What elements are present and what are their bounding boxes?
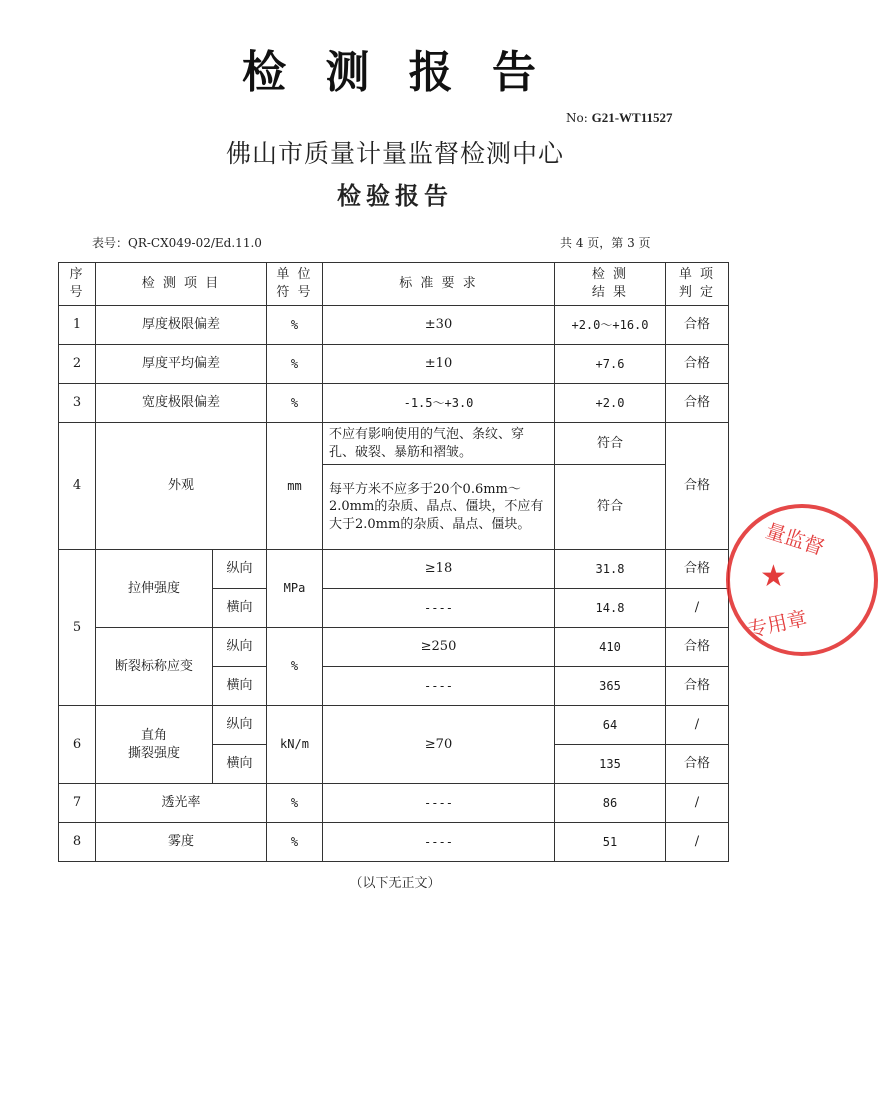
- cell-verdict: 合格: [666, 384, 729, 423]
- test-results-table: [58, 262, 729, 862]
- cell-standard: ----: [323, 784, 555, 823]
- cell-result: +2.0: [555, 384, 666, 423]
- cell-seq: 3: [59, 384, 96, 423]
- cell-unit: %: [267, 384, 323, 423]
- cell-verdict: 合格: [666, 667, 729, 706]
- cell-item: 直角 撕裂强度: [96, 706, 213, 784]
- cell-verdict: /: [666, 589, 729, 628]
- cell-seq: 5: [59, 550, 96, 706]
- table-row: [59, 384, 729, 423]
- cell-verdict: 合格: [666, 306, 729, 345]
- cell-result: 31.8: [555, 550, 666, 589]
- cell-standard: ----: [323, 823, 555, 862]
- cell-result: 51: [555, 823, 666, 862]
- end-of-text-note: （以下无正文）: [349, 876, 441, 891]
- header-seq: 序 号: [59, 263, 96, 306]
- cell-standard: ≥18: [323, 550, 555, 589]
- cell-result: 符合: [555, 423, 666, 465]
- cell-standard: 每平方米不应多于20个0.6mm～2.0mm的杂质、晶点、僵块，不应有大于2.0mm的杂质、晶点、僵块。: [323, 465, 555, 550]
- header-unit: 单 位 符 号: [267, 263, 323, 306]
- cell-seq: 2: [59, 345, 96, 384]
- report-number-label: No:: [566, 111, 588, 125]
- cell-result: +7.6: [555, 345, 666, 384]
- cell-verdict: 合格: [666, 745, 729, 784]
- cell-verdict: /: [666, 706, 729, 745]
- header-result: 检 测 结 果: [555, 263, 666, 306]
- cell-unit: MPa: [267, 550, 323, 628]
- cell-direction: 横向: [213, 667, 267, 706]
- cell-item: 拉伸强度: [96, 550, 213, 628]
- table-row: [59, 784, 729, 823]
- cell-result: 86: [555, 784, 666, 823]
- cell-unit: %: [267, 628, 323, 706]
- cell-item: 断裂标称应变: [96, 628, 213, 706]
- table-row: [59, 423, 729, 465]
- cell-verdict: 合格: [666, 345, 729, 384]
- cell-unit: %: [267, 345, 323, 384]
- cell-standard: ≥70: [323, 706, 555, 784]
- cell-item: 厚度平均偏差: [96, 345, 267, 384]
- cell-unit: %: [267, 306, 323, 345]
- cell-direction: 纵向: [213, 550, 267, 589]
- cell-item: 厚度极限偏差: [96, 306, 267, 345]
- seal-star-icon: ★: [760, 559, 787, 594]
- cell-result: +2.0～+16.0: [555, 306, 666, 345]
- cell-standard: ±30: [323, 306, 555, 345]
- cell-standard: ±10: [323, 345, 555, 384]
- cell-standard: -1.5～+3.0: [323, 384, 555, 423]
- table-row: [59, 706, 729, 745]
- page-info: 共 4 页，第 3 页: [560, 236, 651, 250]
- seal-bottom-text: 专用章: [745, 605, 810, 642]
- cell-unit: %: [267, 784, 323, 823]
- organization-name: 佛山市质量计量监督检测中心: [225, 139, 564, 168]
- cell-verdict: 合格: [666, 423, 729, 550]
- table-header-row: [59, 263, 729, 306]
- cell-direction: 纵向: [213, 628, 267, 667]
- table-row: [59, 628, 729, 667]
- cell-standard: ----: [323, 589, 555, 628]
- cell-seq: 4: [59, 423, 96, 550]
- document-banner-title: 检 测 报 告: [242, 47, 548, 98]
- cell-standard: ----: [323, 667, 555, 706]
- report-number: [566, 110, 673, 126]
- cell-unit: kN/m: [267, 706, 323, 784]
- table-row: [59, 550, 729, 589]
- cell-direction: 横向: [213, 745, 267, 784]
- header-standard: 标 准 要 求: [323, 263, 555, 306]
- cell-standard: ≥250: [323, 628, 555, 667]
- cell-unit: mm: [267, 423, 323, 550]
- report-subtitle: 检验报告: [337, 182, 453, 210]
- cell-seq: 7: [59, 784, 96, 823]
- cell-seq: 8: [59, 823, 96, 862]
- cell-result: 135: [555, 745, 666, 784]
- cell-result: 365: [555, 667, 666, 706]
- cell-result: 410: [555, 628, 666, 667]
- header-verdict: 单 项 判 定: [666, 263, 729, 306]
- seal-top-text: 量监督: [762, 518, 828, 560]
- cell-standard: 不应有影响使用的气泡、条纹、穿孔、破裂、暴筋和褶皱。: [323, 423, 555, 465]
- form-number: 表号：QR-CX049-02/Ed.11.0: [92, 236, 262, 250]
- cell-result: 14.8: [555, 589, 666, 628]
- cell-verdict: 合格: [666, 628, 729, 667]
- cell-item: 宽度极限偏差: [96, 384, 267, 423]
- cell-direction: 纵向: [213, 706, 267, 745]
- cell-result: 符合: [555, 465, 666, 550]
- cell-item: 外观: [96, 423, 267, 550]
- table-row: [59, 306, 729, 345]
- cell-seq: 6: [59, 706, 96, 784]
- cell-item: 雾度: [96, 823, 267, 862]
- cell-unit: %: [267, 823, 323, 862]
- cell-verdict: 合格: [666, 550, 729, 589]
- report-number-value: G21-WT11527: [591, 110, 673, 125]
- table-row: [59, 823, 729, 862]
- official-seal-stamp: [722, 500, 882, 660]
- cell-result: 64: [555, 706, 666, 745]
- table-row: [59, 345, 729, 384]
- cell-seq: 1: [59, 306, 96, 345]
- header-item: 检 测 项 目: [96, 263, 267, 306]
- cell-item: 透光率: [96, 784, 267, 823]
- cell-direction: 横向: [213, 589, 267, 628]
- cell-verdict: /: [666, 823, 729, 862]
- cell-verdict: /: [666, 784, 729, 823]
